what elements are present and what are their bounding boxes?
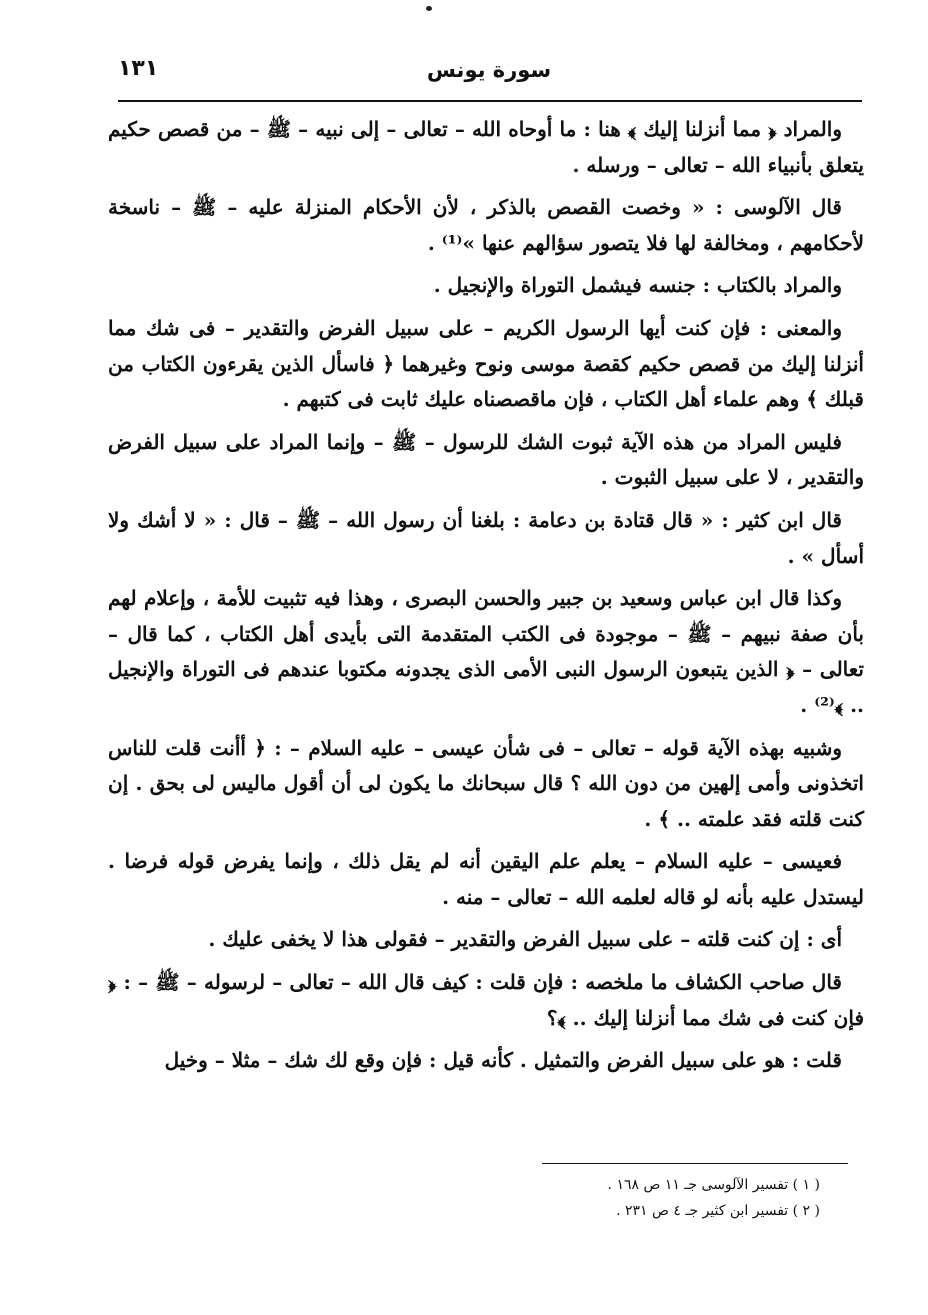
paragraph: والمعنى : فإن كنت أيها الرسول الكريم – على سبيل الفرض والتقدير – فى شك مما أنزلنا إليك من قصص حكيم كقصة موسى ونوح وغيرهما ﴿ فاسأل الذين يقرءون الكتاب من قبلك ﴾ وهم علماء أهل الكتاب ، فإن ماقصصناه عليك ثابت فى كتبهم . xyxy=(108,315,864,412)
paragraph: والمراد بالكتاب : جنسه فيشمل التوراة والإنجيل . xyxy=(433,273,842,298)
paragraph: والمراد ﴿ مما أنزلنا إليك ﴾ هنا : ما أوحاه الله – تعالى – إلى نبيه – ﷺ – من قصص حكيم يتعلق بأنبياء الله – تعالى – ورسله . xyxy=(108,117,864,177)
paragraph: فعيسى – عليه السلام – يعلم علم اليقين أنه لم يقل ذلك ، وإنما يفرض قوله فرضا . ليستدل عليه بأنه لو قاله لعلمه الله – تعالى – منه . xyxy=(108,849,864,909)
footnote: ( ١ ) تفسير الآلوسى جـ ١١ ص ١٦٨ . xyxy=(607,1177,820,1193)
page-header xyxy=(118,52,860,92)
paragraph: وكذا قال ابن عباس وسعيد بن جبير والحسن البصرى ، وهذا فيه تثبيت للأمة ، وإعلام لهم بأن صفة نبيهم – ﷺ – موجودة فى الكتب المتقدمة التى بأيدى أهل الكتاب ، كما قال – تعالى – ﴿ الذين يتبعون الرسول النبى الأمى الذى يجدونه مكتوبا عندهم فى التوراة والإنجيل .. ﴾⁽²⁾ . xyxy=(108,586,864,717)
paragraph: أى : إن كنت قلته – على سبيل الفرض والتقدير – فقولى هذا لا يخفى عليك . xyxy=(208,927,842,952)
paragraph: قال ابن كثير : « قال قتادة بن دعامة : بلغنا أن رسول الله – ﷺ – قال : « لا أشك ولا أسأل » . xyxy=(108,507,864,568)
footnote-rule xyxy=(542,1163,848,1164)
ink-dot xyxy=(426,6,432,11)
paragraph: قلت : هو على سبيل الفرض والتمثيل . كأنه قيل : فإن وقع لك شك – مثلا – وخيل xyxy=(164,1048,842,1073)
footnote: ( ٢ ) تفسير ابن كثير جـ ٤ ص ٢٣١ . xyxy=(616,1203,820,1219)
header-rule xyxy=(118,100,862,102)
paragraph: قال الآلوسى : « وخصت القصص بالذكر ، لأن الأحكام المنزلة عليه – ﷺ – ناسخة لأحكامهم ، ومخالفة لها فلا يتصور سؤالهم عنها »⁽¹⁾ . xyxy=(108,195,864,255)
paragraph: وشبيه بهذه الآية قوله – تعالى – فى شأن عيسى – عليه السلام – : ﴿ أأنت قلت للناس اتخذونى وأمى إلهين من دون الله ؟ قال سبحانك ما يكون لى أن أقول ماليس لى بحق . إن كنت قلته فقد علمته .. ﴾ . xyxy=(108,735,864,831)
paragraph: فليس المراد من هذه الآية ثبوت الشك للرسول – ﷺ – وإنما المراد على سبيل الفرض والتقدير ، لا على سبيل الثبوت . xyxy=(108,429,864,490)
page-number: ١٣١ xyxy=(118,56,159,81)
footnotes xyxy=(440,1172,820,1224)
paragraph: قال صاحب الكشاف ما ملخصه : فإن قلت : كيف قال الله – تعالى – لرسوله – ﷺ – : ﴿ فإن كنت فى شك مما أنزلنا إليك .. ﴾؟ xyxy=(108,970,864,1030)
surah-title: سورة يونس xyxy=(426,58,552,82)
main-text xyxy=(108,112,864,1086)
